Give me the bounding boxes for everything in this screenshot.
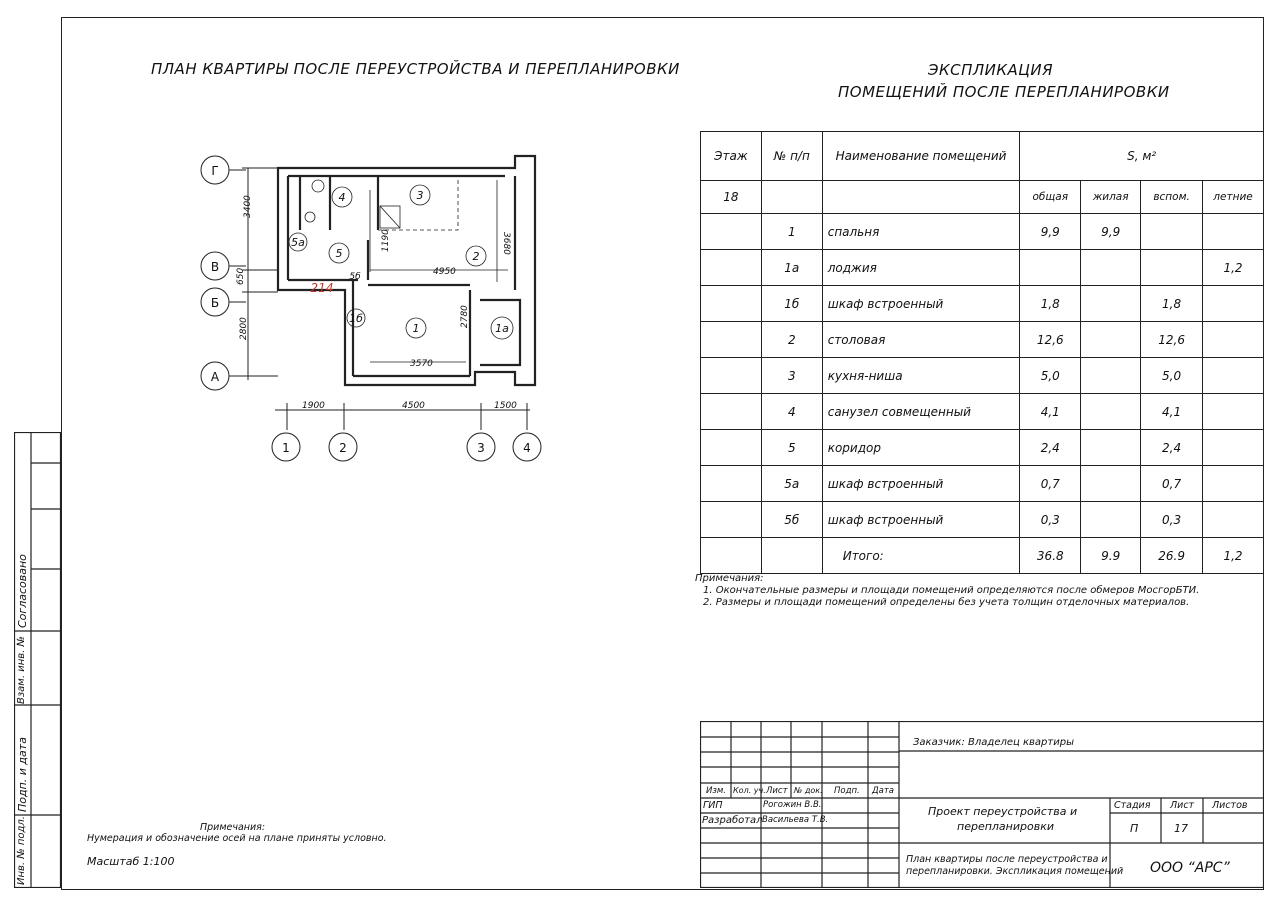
th-aux: вспом. xyxy=(1141,181,1203,214)
cell-summer xyxy=(1203,286,1264,322)
room-label-2: 2 xyxy=(472,250,480,263)
col-date: Дата xyxy=(872,786,895,796)
dim-3680: 3680 xyxy=(501,232,511,255)
room-label-1b: 1б xyxy=(349,312,363,325)
gip-name: Рогожин В.В. xyxy=(763,800,822,810)
explication-title-line2: ПОМЕЩЕНИЙ ПОСЛЕ ПЕРЕПЛАНИРОВКИ xyxy=(838,83,1170,101)
col-izm: Изм. xyxy=(706,786,726,796)
cell-name: кухня-ниша xyxy=(822,358,1020,394)
cell-no: 2 xyxy=(761,322,822,358)
room-label-3: 3 xyxy=(416,189,424,202)
dim-v-3400: 3400 xyxy=(243,195,253,218)
cell-living xyxy=(1081,430,1141,466)
stage-label: Стадия xyxy=(1114,800,1151,811)
dim-h-1500: 1500 xyxy=(494,401,517,411)
cell-no: 4 xyxy=(761,394,822,430)
notes-title: Примечания: xyxy=(695,573,764,584)
project-line2: перепланировки xyxy=(957,820,1055,833)
room-label-1: 1 xyxy=(412,322,420,335)
cell-floor xyxy=(701,250,762,286)
col-kol: Кол. уч. xyxy=(733,786,766,795)
axis-row-g: Г xyxy=(211,164,219,178)
room-label-4: 4 xyxy=(338,191,346,204)
dim-v-2800: 2800 xyxy=(239,317,249,340)
explication-title-line1: ЭКСПЛИКАЦИЯ xyxy=(928,61,1054,79)
cell-aux: 2,4 xyxy=(1141,430,1203,466)
axis-row-a: А xyxy=(210,370,220,384)
axis-col-1: 1 xyxy=(282,441,290,455)
cell-no: 1б xyxy=(761,286,822,322)
summary-label: Итого: xyxy=(822,538,1020,574)
room-label-5b: 5б xyxy=(349,272,361,282)
cell-no: 5 xyxy=(761,430,822,466)
side-stamp xyxy=(14,432,61,888)
dim-h-4500: 4500 xyxy=(402,401,425,411)
cell-name: шкаф встроенный xyxy=(822,502,1020,538)
axis-col-3: 3 xyxy=(477,441,485,455)
cell-living: 9,9 xyxy=(1081,214,1141,250)
cell-living xyxy=(1081,502,1141,538)
cell-no: 5а xyxy=(761,466,822,502)
axis-col-4: 4 xyxy=(523,441,531,455)
room-label-1a: 1а xyxy=(495,322,509,335)
th-total: общая xyxy=(1020,181,1081,214)
cell-summer xyxy=(1203,502,1264,538)
summary-aux: 26.9 xyxy=(1141,538,1203,574)
th-summer: летние xyxy=(1203,181,1264,214)
cell-living xyxy=(1081,286,1141,322)
dim-v-650: 650 xyxy=(236,267,246,285)
cell-summer: 1,2 xyxy=(1203,250,1264,286)
room-label-5: 5 xyxy=(335,247,343,260)
table-row xyxy=(701,286,1264,322)
cell-total: 0,7 xyxy=(1020,466,1081,502)
plan-scale: Масштаб 1:100 xyxy=(87,855,175,868)
cell-summer xyxy=(1203,322,1264,358)
table-row xyxy=(701,358,1264,394)
side-sign-date: Подп. и дата xyxy=(16,737,29,812)
cell-floor xyxy=(701,394,762,430)
axis-row-b: Б xyxy=(210,296,220,310)
plan-title: ПЛАН КВАРТИРЫ ПОСЛЕ ПЕРЕУСТРОЙСТВА И ПЕРЕПЛАНИРОВКИ xyxy=(151,60,680,78)
cell-floor xyxy=(701,430,762,466)
cell-floor xyxy=(701,466,762,502)
cell-floor xyxy=(701,502,762,538)
cell-aux: 1,8 xyxy=(1141,286,1203,322)
side-inv-replace: Взам. инв. № xyxy=(16,636,27,704)
cell-floor xyxy=(701,286,762,322)
cell-aux: 0,3 xyxy=(1141,502,1203,538)
cell-name: столовая xyxy=(822,322,1020,358)
cell-total: 12,6 xyxy=(1020,322,1081,358)
cell-total: 4,1 xyxy=(1020,394,1081,430)
cell-name: лоджия xyxy=(822,250,1020,286)
col-podp: Подп. xyxy=(834,786,860,796)
th-no: № п/п xyxy=(761,132,822,181)
gip-label: ГИП xyxy=(703,800,723,811)
table-row xyxy=(701,394,1264,430)
summary-living: 9.9 xyxy=(1081,538,1141,574)
cell-total: 1,8 xyxy=(1020,286,1081,322)
plan-note-title: Примечания: xyxy=(200,822,266,833)
cell-no: 3 xyxy=(761,358,822,394)
cell-aux: 4,1 xyxy=(1141,394,1203,430)
cell-no: 1 xyxy=(761,214,822,250)
plan-note-text: Нумерация и обозначение осей на плане приняты условно. xyxy=(87,833,387,844)
cell-summer xyxy=(1203,214,1264,250)
apartment-number: 214 xyxy=(310,281,334,295)
drawing-line1: План квартиры после переустройства и xyxy=(906,854,1108,865)
dim-h-1900: 1900 xyxy=(302,401,325,411)
col-list: Лист xyxy=(766,786,788,796)
cell-name: санузел совмещенный xyxy=(822,394,1020,430)
cell-living xyxy=(1081,250,1141,286)
cell-name: шкаф встроенный xyxy=(822,466,1020,502)
side-agreed: Согласовано xyxy=(16,554,29,628)
summary-total: 36.8 xyxy=(1020,538,1081,574)
cell-summer xyxy=(1203,430,1264,466)
axis-col-2: 2 xyxy=(339,441,347,455)
axis-row-v: В xyxy=(210,260,220,274)
cell-total: 9,9 xyxy=(1020,214,1081,250)
cell-summer xyxy=(1203,394,1264,430)
col-doc: № док. xyxy=(794,786,823,795)
th-area: S, м² xyxy=(1020,132,1264,181)
cell-floor xyxy=(701,322,762,358)
dim-1190: 1190 xyxy=(381,229,391,252)
cell-name: шкаф встроенный xyxy=(822,286,1020,322)
floor-value: 18 xyxy=(701,181,762,214)
dev-label: Разработал xyxy=(702,815,763,826)
cell-no: 5б xyxy=(761,502,822,538)
dim-2780: 2780 xyxy=(460,305,470,328)
dev-name: Васильева Т.В. xyxy=(762,815,829,825)
cell-living xyxy=(1081,394,1141,430)
company: ООО “АРС” xyxy=(1150,860,1230,876)
th-living: жилая xyxy=(1081,181,1141,214)
customer: Заказчик: Владелец квартиры xyxy=(913,737,1074,748)
cell-aux xyxy=(1141,214,1203,250)
cell-name: коридор xyxy=(822,430,1020,466)
project-line1: Проект переустройства и xyxy=(928,805,1078,818)
cell-summer xyxy=(1203,466,1264,502)
table-row xyxy=(701,250,1264,286)
cell-aux: 0,7 xyxy=(1141,466,1203,502)
th-name: Наименование помещений xyxy=(822,132,1020,181)
title-block xyxy=(700,721,1264,888)
summary-summer: 1,2 xyxy=(1203,538,1264,574)
explication-table xyxy=(700,131,1264,574)
sheets-label: Листов xyxy=(1212,800,1248,811)
cell-no: 1а xyxy=(761,250,822,286)
dim-3570: 3570 xyxy=(410,359,433,369)
cell-total: 2,4 xyxy=(1020,430,1081,466)
floor-plan xyxy=(190,140,560,470)
cell-summer xyxy=(1203,358,1264,394)
sheet-value: 17 xyxy=(1174,822,1188,835)
notes xyxy=(695,573,1199,609)
note-1: 1. Окончательные размеры и площади помещений определяются после обмеров МосгорБТИ. xyxy=(703,585,1200,596)
side-inv-orig: Инв. № подл. xyxy=(16,816,27,885)
sheet-label: Лист xyxy=(1170,800,1195,811)
cell-total: 5,0 xyxy=(1020,358,1081,394)
cell-living xyxy=(1081,466,1141,502)
cell-floor xyxy=(701,214,762,250)
room-label-5a: 5а xyxy=(291,236,305,249)
table-row xyxy=(701,430,1264,466)
table-row xyxy=(701,214,1264,250)
th-floor: Этаж xyxy=(701,132,762,181)
cell-living xyxy=(1081,322,1141,358)
cell-aux: 5,0 xyxy=(1141,358,1203,394)
cell-floor xyxy=(701,358,762,394)
cell-total: 0,3 xyxy=(1020,502,1081,538)
cell-aux: 12,6 xyxy=(1141,322,1203,358)
dim-4950: 4950 xyxy=(433,267,456,277)
table-row xyxy=(701,322,1264,358)
drawing-line2: перепланировки. Экспликация помещений xyxy=(906,866,1124,877)
table-row xyxy=(701,502,1264,538)
cell-total xyxy=(1020,250,1081,286)
cell-name: спальня xyxy=(822,214,1020,250)
cell-aux xyxy=(1141,250,1203,286)
table-row xyxy=(701,466,1264,502)
stage-value: П xyxy=(1130,822,1139,835)
note-2: 2. Размеры и площади помещений определены без учета толщин отделочных материалов. xyxy=(703,597,1190,608)
cell-living xyxy=(1081,358,1141,394)
